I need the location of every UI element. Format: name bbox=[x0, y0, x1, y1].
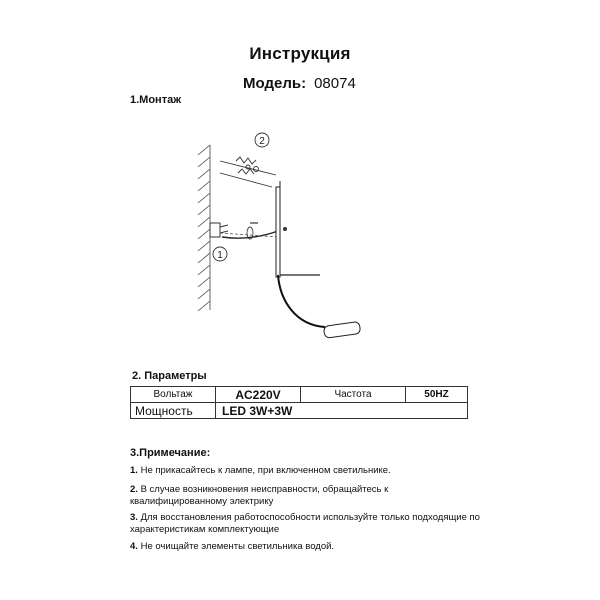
reading-lamp-head bbox=[323, 321, 360, 338]
note-number: 1. bbox=[130, 465, 138, 476]
fixture-switch bbox=[283, 227, 287, 231]
gooseneck-arm bbox=[278, 275, 325, 327]
callout-2-text: 2 bbox=[259, 136, 265, 147]
parameters-table bbox=[130, 386, 468, 419]
wiring-detail bbox=[220, 157, 276, 187]
table-row bbox=[131, 387, 468, 403]
voltage-value: AC220V bbox=[216, 387, 301, 403]
power-label: Мощность bbox=[131, 403, 216, 419]
supply-wire bbox=[222, 231, 278, 238]
note-item bbox=[130, 541, 480, 553]
table-row bbox=[131, 403, 468, 419]
section-parameters-heading: 2. Параметры bbox=[132, 370, 207, 382]
wall-bracket bbox=[210, 223, 228, 237]
note-number: 4. bbox=[130, 541, 138, 552]
frequency-value: 50HZ bbox=[406, 387, 468, 403]
model-label: Модель: bbox=[243, 75, 307, 92]
power-value: LED 3W+3W bbox=[216, 403, 468, 419]
note-number: 2. bbox=[130, 484, 138, 495]
note-item bbox=[130, 465, 480, 477]
note-item bbox=[130, 512, 480, 536]
note-text: В случае возникновения неисправности, обращайтесь к квалифицированному электрику bbox=[130, 484, 389, 507]
wall-hatching bbox=[198, 145, 210, 311]
document-title: Инструкция bbox=[249, 44, 351, 63]
mounting-diagram bbox=[180, 125, 380, 355]
note-number: 3. bbox=[130, 512, 138, 523]
voltage-label: Вольтаж bbox=[131, 387, 216, 403]
frequency-label: Частота bbox=[301, 387, 406, 403]
callout-1-text: 1 bbox=[217, 250, 223, 261]
note-item bbox=[130, 484, 480, 508]
model-number: 08074 bbox=[314, 75, 356, 92]
fixture-back-plate bbox=[276, 187, 280, 277]
model-line bbox=[243, 75, 356, 92]
note-text: Не прикасайтесь к лампе, при включенном светильнике. bbox=[140, 465, 391, 476]
section-mounting-heading: 1.Монтаж bbox=[130, 94, 182, 106]
note-text: Для восстановления работоспособности используйте только подходящие по характеристикам комплектующие bbox=[130, 512, 480, 535]
section-notes-heading: 3.Примечание: bbox=[130, 447, 211, 459]
note-text: Не очищайте элементы светильника водой. bbox=[140, 541, 335, 552]
